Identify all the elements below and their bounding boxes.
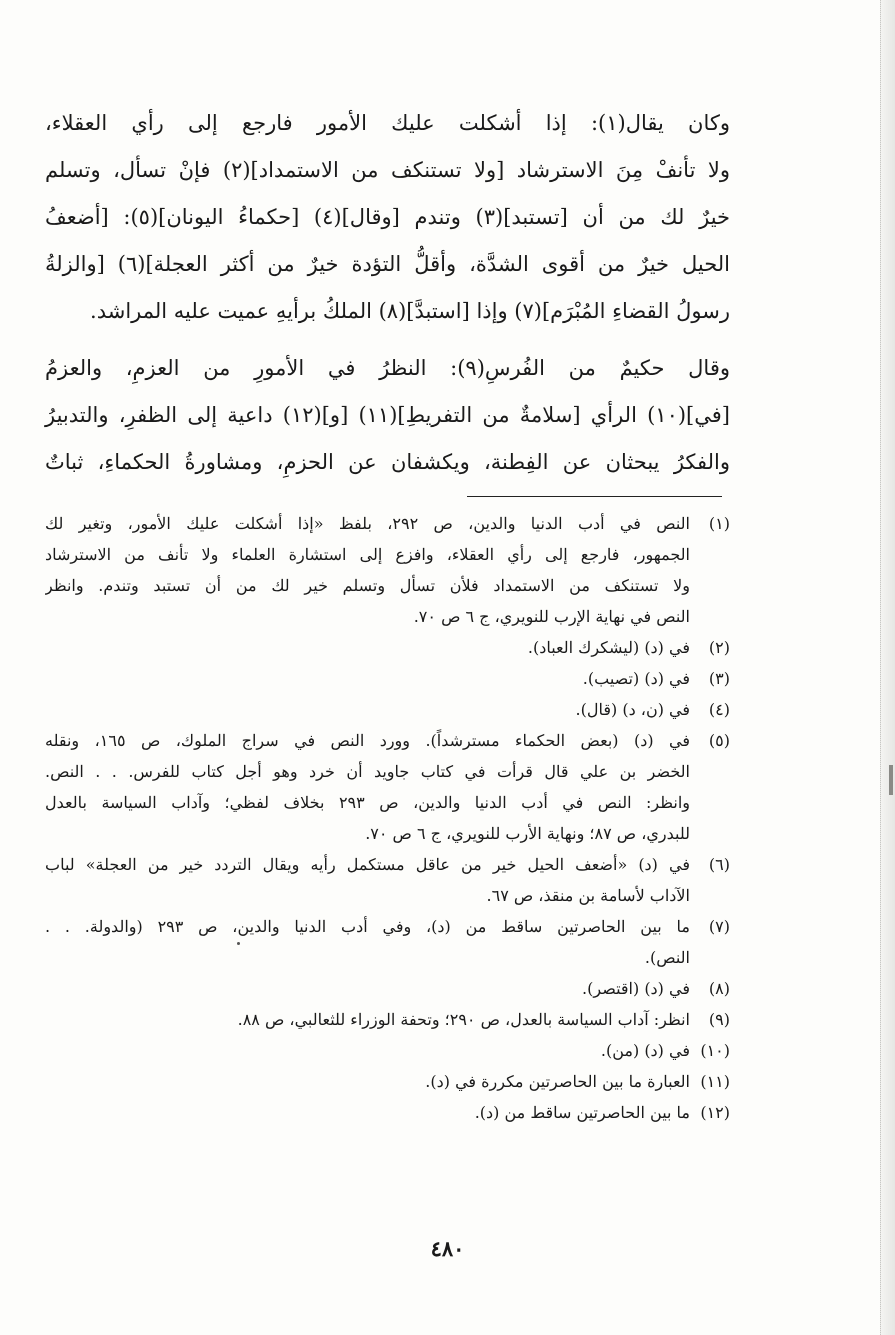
scan-edge xyxy=(880,0,895,1335)
footnote xyxy=(45,663,730,694)
footnote xyxy=(45,508,730,632)
scan-speck xyxy=(237,942,240,945)
body-line: رسولُ القضاءِ المُبْرَم](٧) وإذا [استبدَّ](٨) الملكُ برأيهِ عميت عليه المراشد. xyxy=(90,299,730,323)
footnote-line: في (د) «أضعف الحيل خير من عاقل مستكمل رأيه ويقال التردد خير من العجلة» لباب xyxy=(45,855,690,874)
footnote-line: في (د) (بعض الحكماء مسترشداً). وورد النص في سراج الملوك، ص ١٦٥، ونقله xyxy=(45,731,690,750)
footnote-text xyxy=(45,632,690,663)
footnote-number: (١٢) xyxy=(700,1103,730,1122)
footnote-number: (٦) xyxy=(708,855,730,874)
footnote-separator xyxy=(467,496,722,497)
footnote-line: للبدري، ص ٨٧؛ ونهاية الأرب للنويري، ج ٦ ص ٧٠. xyxy=(365,824,690,843)
footnote-number: (١) xyxy=(708,514,730,533)
footnote-line: في (د) (تصيب). xyxy=(582,669,690,688)
footnote-number: (٢) xyxy=(708,638,730,657)
footnote xyxy=(45,1097,730,1128)
body-line: وكان يقال(١): إذا أشكلت عليك الأمور فارجع إلى رأي العقلاء، xyxy=(45,111,730,135)
footnote-line: انظر: آداب السياسة بالعدل، ص ٢٩٠؛ وتحفة الوزراء للثعالبي، ص ٨٨. xyxy=(237,1010,690,1029)
footnote-number: (٤) xyxy=(708,700,730,719)
footnote-number: (١٠) xyxy=(700,1041,730,1060)
footnote-text xyxy=(45,1035,690,1066)
footnote-text xyxy=(45,694,690,725)
body-line: خيرٌ لك من أن [تستبد](٣) وتندم [وقال](٤) [حكماءُ اليونان](٥): [أضعفُ xyxy=(45,205,731,229)
footnote-line: الخضر بن علي قال قرأت في كتاب جاويد أن خرد وهو أجل كتاب للفرس. . . النص. xyxy=(45,762,690,781)
body-line: [في](١٠) الرأي [سلامةٌ من التفريطِ](١١) [و](١٢) داعية إلى الظفرِ، والتدبيرُ xyxy=(45,403,730,427)
body-line: ولا تأنفْ مِنَ الاسترشاد [ولا تستنكف من الاستمداد](٢) فإنْ تسأل، وتسلم xyxy=(45,158,730,182)
footnote-line: النص في أدب الدنيا والدين، ص ٢٩٢، بلفظ «إذا أشكلت عليك الأمور، وتغير لك xyxy=(45,514,690,533)
body-line: وقال حكيمٌ من الفُرسِ(٩): النظرُ في الأمورِ من العزمِ، والعزمُ xyxy=(45,356,730,380)
footnote-line: ما بين الحاصرتين ساقط من (د)، وفي أدب الدنيا والدين، ص ٢٩٣ (والدولة. . . xyxy=(45,917,690,936)
footnote-line: في (د) (اقتصر). xyxy=(582,979,690,998)
footnote-number: (٥) xyxy=(708,731,730,750)
footnote xyxy=(45,911,730,973)
footnote-text xyxy=(45,725,690,849)
footnote-number: (٩) xyxy=(708,1010,730,1029)
page-number: ٤٨٠ xyxy=(430,1236,465,1261)
body-line: والفكرُ يبحثان عن الفِطنة، ويكشفان عن الحزمِ، ومشاورةُ الحكماءِ، ثباتٌ xyxy=(45,450,730,474)
footnote-text xyxy=(45,1004,690,1035)
footnotes xyxy=(45,508,730,1128)
paragraph-1 xyxy=(45,100,730,335)
footnote-text xyxy=(45,1066,690,1097)
footnote xyxy=(45,1035,730,1066)
footnote-number: (٨) xyxy=(708,979,730,998)
footnote-line: في (د) (من). xyxy=(600,1041,690,1060)
footnote-text xyxy=(45,1097,690,1128)
footnote-line: الآداب لأسامة بن منقذ، ص ٦٧. xyxy=(486,886,690,905)
footnote xyxy=(45,1004,730,1035)
footnote-line: في (د) (ليشكرك العباد). xyxy=(527,638,690,657)
paragraph-2 xyxy=(45,345,730,486)
footnote xyxy=(45,725,730,849)
footnote-text xyxy=(45,663,690,694)
footnote-number: (٣) xyxy=(708,669,730,688)
footnote-text xyxy=(45,508,690,632)
footnote-line: ما بين الحاصرتين ساقط من (د). xyxy=(474,1103,690,1122)
footnote-line: وانظر: النص في أدب الدنيا والدين، ص ٢٩٣ بخلاف لفظي؛ وآداب السياسة بالعدل xyxy=(45,793,690,812)
scan-mark xyxy=(889,765,893,795)
footnote xyxy=(45,694,730,725)
footnote-text xyxy=(45,973,690,1004)
footnote-line: الجمهور، فارجع إلى رأي العقلاء، وافزع إلى استشارة العلماء ولا تأنف من الاسترشاد xyxy=(45,545,690,564)
footnote-line: النص). xyxy=(644,948,690,967)
body-line: الحيل خيرٌ من أقوى الشدَّة، وأقلُّ التؤدة خيرٌ من أكثر العجلة](٦) [والزلةُ xyxy=(45,252,731,276)
footnote-line: في (ن، د) (قال). xyxy=(575,700,690,719)
footnote-text xyxy=(45,849,690,911)
footnote-line: ولا تستنكف من الاستمداد فلأن تسأل وتسلم خير لك من أن تستبد وتندم. وانظر xyxy=(45,576,690,595)
footnote-line: النص في نهاية الإرب للنويري، ج ٦ ص ٧٠. xyxy=(413,607,690,626)
footnote-text xyxy=(45,911,690,973)
footnote-number: (٧) xyxy=(708,917,730,936)
footnote xyxy=(45,1066,730,1097)
footnote-number: (١١) xyxy=(700,1072,730,1091)
footnote xyxy=(45,632,730,663)
footnote xyxy=(45,973,730,1004)
footnote xyxy=(45,849,730,911)
footnote-line: العبارة ما بين الحاصرتين مكررة في (د). xyxy=(425,1072,690,1091)
